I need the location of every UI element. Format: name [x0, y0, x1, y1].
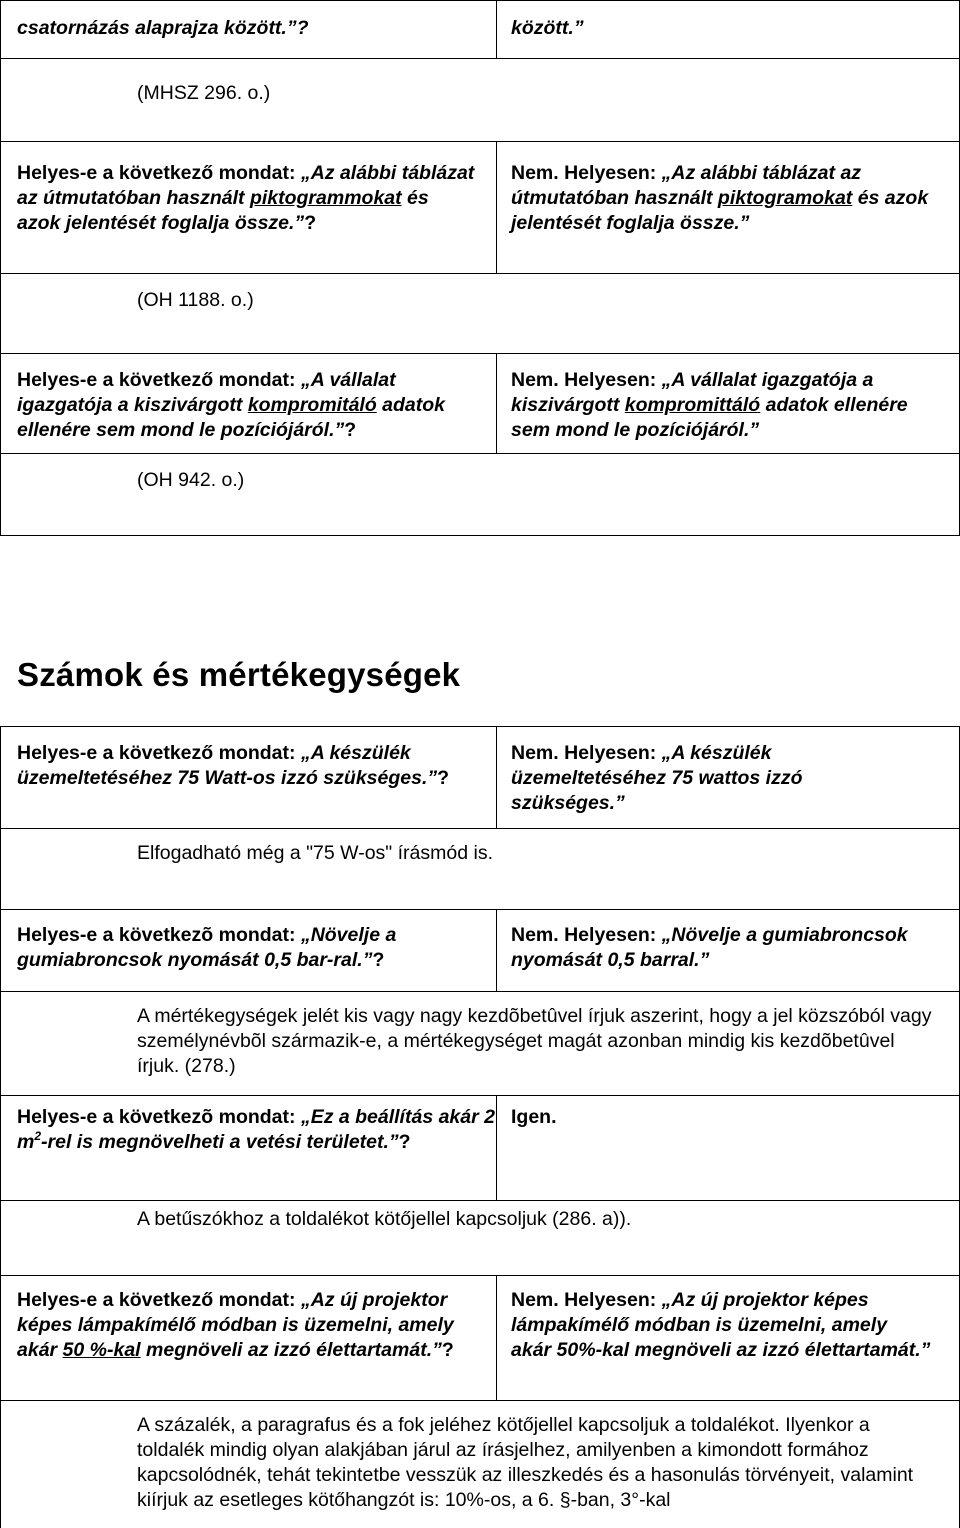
- q2-note: (OH 942. o.): [137, 469, 245, 491]
- q2-quote-b: adatok ellenére sem mond le pozíciójáról.”: [17, 394, 446, 441]
- q6-question-mark: ?: [441, 1339, 454, 1361]
- q5-question: [17, 1105, 497, 1155]
- q1-reference: (MHSZ 296. o.): [137, 82, 271, 104]
- section-title: Számok és mértékegységek: [17, 656, 461, 693]
- q1-quote-b: és azok jelentését foglalja össze.”: [17, 187, 429, 234]
- q6-quote-a: „Az új projektor képes lámpakímélő módban is üzemelni, amely akár: [17, 1289, 454, 1361]
- q2-answer-a: „A vállalat igazgatója a kiszivárgott: [511, 369, 874, 416]
- q6-note: A százalék, a paragrafus és a fok jeléhez kötőjellel kapcsoljuk a toldalékot. Ilyenkor a toldalék mindig olyan alakjában járul az írásjelhez, amilyenben a kimondott formához kapcsolódnék, tehát tekintetbe vesszük az illeszkedés és a hasonulás törvényeit, valamint kiírjuk az esetleges kötőhangzót is: 10%-os, a 6. §-ban, 3°-kal: [137, 1414, 914, 1511]
- q1-question-mark: ?: [304, 212, 317, 234]
- table-1-divider: [496, 353, 497, 454]
- q2-question: [17, 368, 477, 443]
- q4-prefix: Helyes-e a következõ mondat:: [17, 924, 301, 946]
- table-2-divider: [496, 726, 497, 829]
- q5-quote-b: -rel is megnövelheti a vetési területet.”: [41, 1131, 399, 1153]
- q4-note: A mértékegységek jelét kis vagy nagy kezdõbetûvel írjuk aszerint, hogy a jel közszóból vagy személynévbõl származik-e, a mértékegységet magát azonban mindig kis kezdõbetûvel írjuk. (278.): [137, 1005, 932, 1077]
- q6-prefix: Helyes-e a következő mondat:: [17, 1289, 301, 1311]
- table-2-divider: [496, 909, 497, 992]
- q6-answer-prefix: Nem. Helyesen:: [511, 1289, 662, 1311]
- q6-quote-underlined: 50 %-kal: [62, 1339, 141, 1361]
- q5-prefix: Helyes-e a következõ mondat:: [17, 1106, 301, 1128]
- q3-prefix: Helyes-e a következő mondat:: [17, 742, 301, 764]
- q2-answer-underlined: kompromittáló: [624, 394, 761, 416]
- q1-question: [17, 161, 477, 236]
- q1-answer-underlined: piktogramokat: [717, 187, 853, 209]
- q5-superscript: 2: [34, 1128, 42, 1143]
- table-2-divider: [496, 1275, 497, 1401]
- table-1-divider: [496, 0, 497, 59]
- q3-question-mark: ?: [437, 767, 450, 789]
- q3-question: [17, 741, 487, 791]
- q4-question: [17, 923, 457, 973]
- q6-question: [17, 1288, 487, 1363]
- q2-reference: (OH 1188. o.): [137, 289, 254, 311]
- q5-quote-a: „Ez a beállítás akár 2 m: [17, 1106, 495, 1153]
- q3-quote: „A készülék üzemeltetéséhez 75 Watt-os izzó szükséges.”: [17, 742, 438, 789]
- q2-answer: [511, 368, 941, 443]
- q1-answer-prefix: Nem. Helyesen:: [511, 162, 662, 184]
- q2-answer-prefix: Nem. Helyesen:: [511, 369, 662, 391]
- q1-quote-a: „Az alábbi táblázat az útmutatóban használt: [17, 162, 475, 209]
- q3-answer: [511, 741, 881, 816]
- q4-question-mark: ?: [372, 949, 385, 971]
- q3-answer-prefix: Nem. Helyesen:: [511, 742, 662, 764]
- top-right-fragment: között.”: [511, 17, 584, 39]
- q4-quote: „Növelje a gumiabroncsok nyomását 0,5 bar-ral.”: [17, 924, 397, 971]
- q2-question-mark: ?: [344, 419, 357, 441]
- q6-quote-b: megnöveli az izzó élettartamát.”: [140, 1339, 442, 1361]
- q2-quote-underlined: kompromitáló: [247, 394, 377, 416]
- q1-answer-b: és azok jelentését foglalja össze.”: [511, 187, 929, 234]
- q2-quote-a: „A vállalat igazgatója a kiszivárgott: [17, 369, 396, 416]
- q3-note: Elfogadható még a "75 W-os" írásmód is.: [137, 842, 493, 864]
- q1-answer-a: „Az alábbi táblázat az útmutatóban használt: [511, 162, 862, 209]
- q5-question-mark: ?: [398, 1131, 411, 1153]
- q4-answer-prefix: Nem. Helyesen:: [511, 924, 662, 946]
- top-left-fragment: csatornázás alaprajza között.”?: [17, 17, 309, 39]
- q2-answer-b: adatok ellenére sem mond le pozíciójáról.”: [511, 394, 908, 441]
- q1-answer: [511, 161, 941, 236]
- table-1-divider: [496, 141, 497, 274]
- q3-answer-quote: „A készülék üzemeltetéséhez 75 wattos izzó szükséges.”: [511, 742, 803, 814]
- q5-answer: Igen.: [511, 1106, 557, 1128]
- q2-prefix: Helyes-e a következő mondat:: [17, 369, 301, 391]
- q1-prefix: Helyes-e a következő mondat:: [17, 162, 301, 184]
- q6-answer-quote: „Az új projektor képes lámpakímélő módban is üzemelni, amely akár 50%-kal megnöveli az izzó élettartamát.”: [511, 1289, 931, 1361]
- q4-answer-quote: „Növelje a gumiabroncsok nyomását 0,5 barral.”: [511, 924, 908, 971]
- q4-answer: [511, 923, 931, 973]
- q6-answer: [511, 1288, 931, 1363]
- q1-quote-underlined: piktogrammokat: [249, 187, 402, 209]
- q5-note: A betűszókhoz a toldalékot kötőjellel kapcsoljuk (286. a)).: [137, 1208, 632, 1230]
